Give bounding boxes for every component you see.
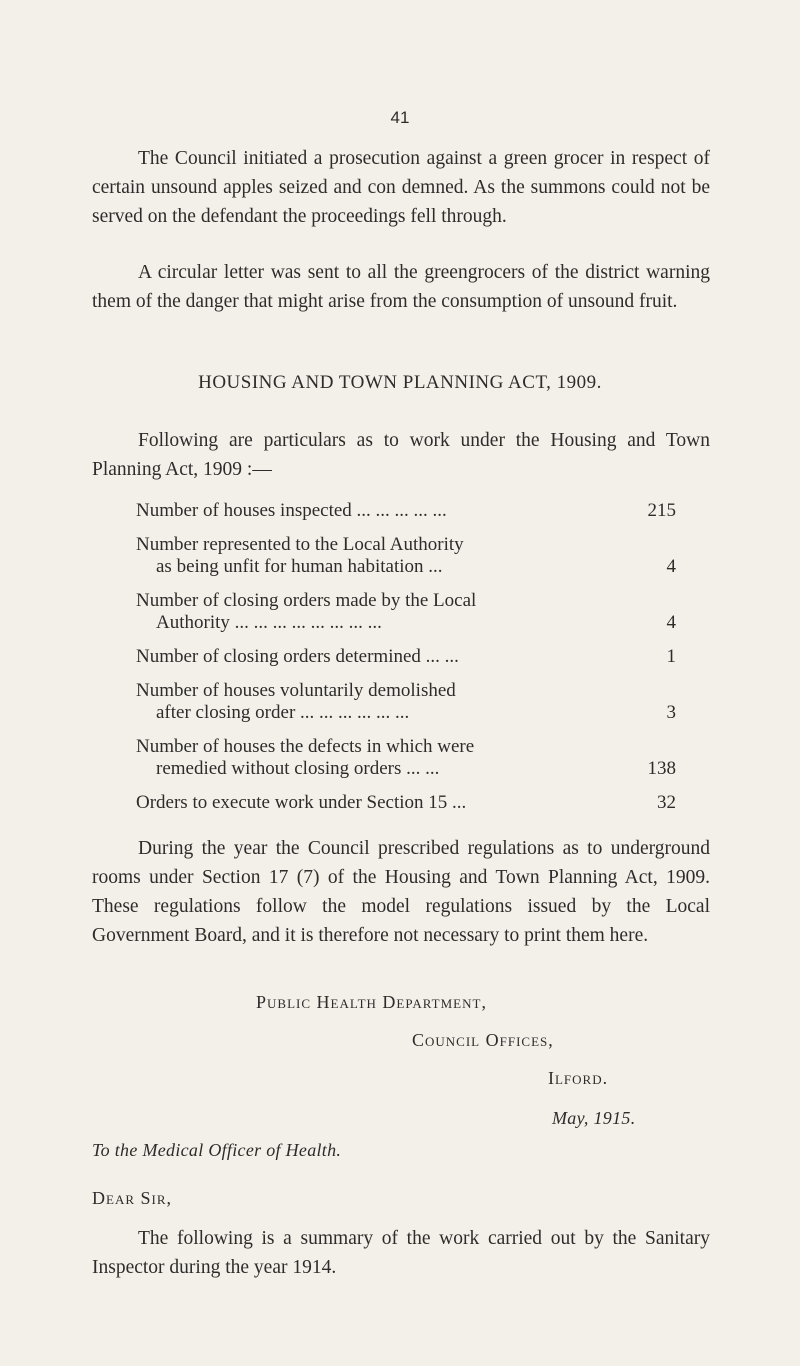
paragraph-summary: The following is a summary of the work carried out by the Sanitary Inspector during the year 1914. (92, 1228, 710, 1278)
table-row (136, 680, 676, 724)
row-label: Number represented to the Local Authority (136, 534, 464, 555)
page-number: 41 (390, 108, 410, 127)
table-row (136, 534, 676, 578)
offices-line: Council Offices, (412, 1030, 554, 1050)
row-label: Number of houses the defects in which were (136, 736, 475, 757)
row-label-continued: after closing order ... ... ... ... ... ... (156, 702, 410, 723)
row-label-continued: remedied without closing orders ... ... (156, 758, 440, 779)
table-row (136, 646, 676, 668)
row-label: Number of houses inspected ... ... ... ... ... (136, 500, 447, 521)
date-line: May, 1915. (552, 1108, 636, 1128)
paragraph-regulations: During the year the Council prescribed regulations as to underground rooms under Section 17 (7) of the Housing and Town Planning Act, 1909. These regulations follow the model regulations issued by the Local Government Board, and it is therefore not necessary to print them here. (92, 838, 710, 946)
paragraph-particulars-intro: Following are particulars as to work under the Housing and Town Planning Act, 1909 :— (92, 430, 710, 480)
section-heading: HOUSING AND TOWN PLANNING ACT, 1909. (198, 372, 602, 393)
row-value: 4 (666, 556, 676, 577)
table-row (136, 792, 676, 814)
town-line: Ilford. (548, 1068, 609, 1088)
table-row (136, 590, 676, 634)
table-row (136, 500, 676, 522)
row-value: 4 (666, 612, 676, 633)
row-label-continued: Authority ... ... ... ... ... ... ... ... (156, 612, 382, 633)
row-label: Number of closing orders made by the Local (136, 590, 477, 611)
row-value: 138 (647, 758, 676, 779)
row-value: 3 (666, 702, 676, 723)
department-line: Public Health Department, (256, 992, 487, 1012)
row-label: Orders to execute work under Section 15 ... (136, 792, 467, 813)
row-label: Number of houses voluntarily demolished (136, 680, 456, 701)
paragraph-prosecution: The Council initiated a prosecution against a green grocer in respect of certain unsound apples seized and con demned. As the summons could not be served on the defendant the proceedings fell through. (92, 148, 710, 227)
row-value: 1 (666, 646, 676, 667)
row-label-continued: as being unfit for human habitation ... (156, 556, 443, 577)
table-row (136, 736, 676, 780)
row-value: 32 (657, 792, 676, 813)
row-label: Number of closing orders determined ... ... (136, 646, 459, 667)
addressee-line: To the Medical Officer of Health. (92, 1140, 342, 1160)
salutation-line: Dear Sir, (92, 1188, 173, 1208)
paragraph-circular-letter: A circular letter was sent to all the greengrocers of the district warning them of the danger that might arise from the consumption of unsound fruit. (92, 262, 710, 312)
housing-statistics-table (136, 500, 676, 826)
row-value: 215 (647, 500, 676, 521)
